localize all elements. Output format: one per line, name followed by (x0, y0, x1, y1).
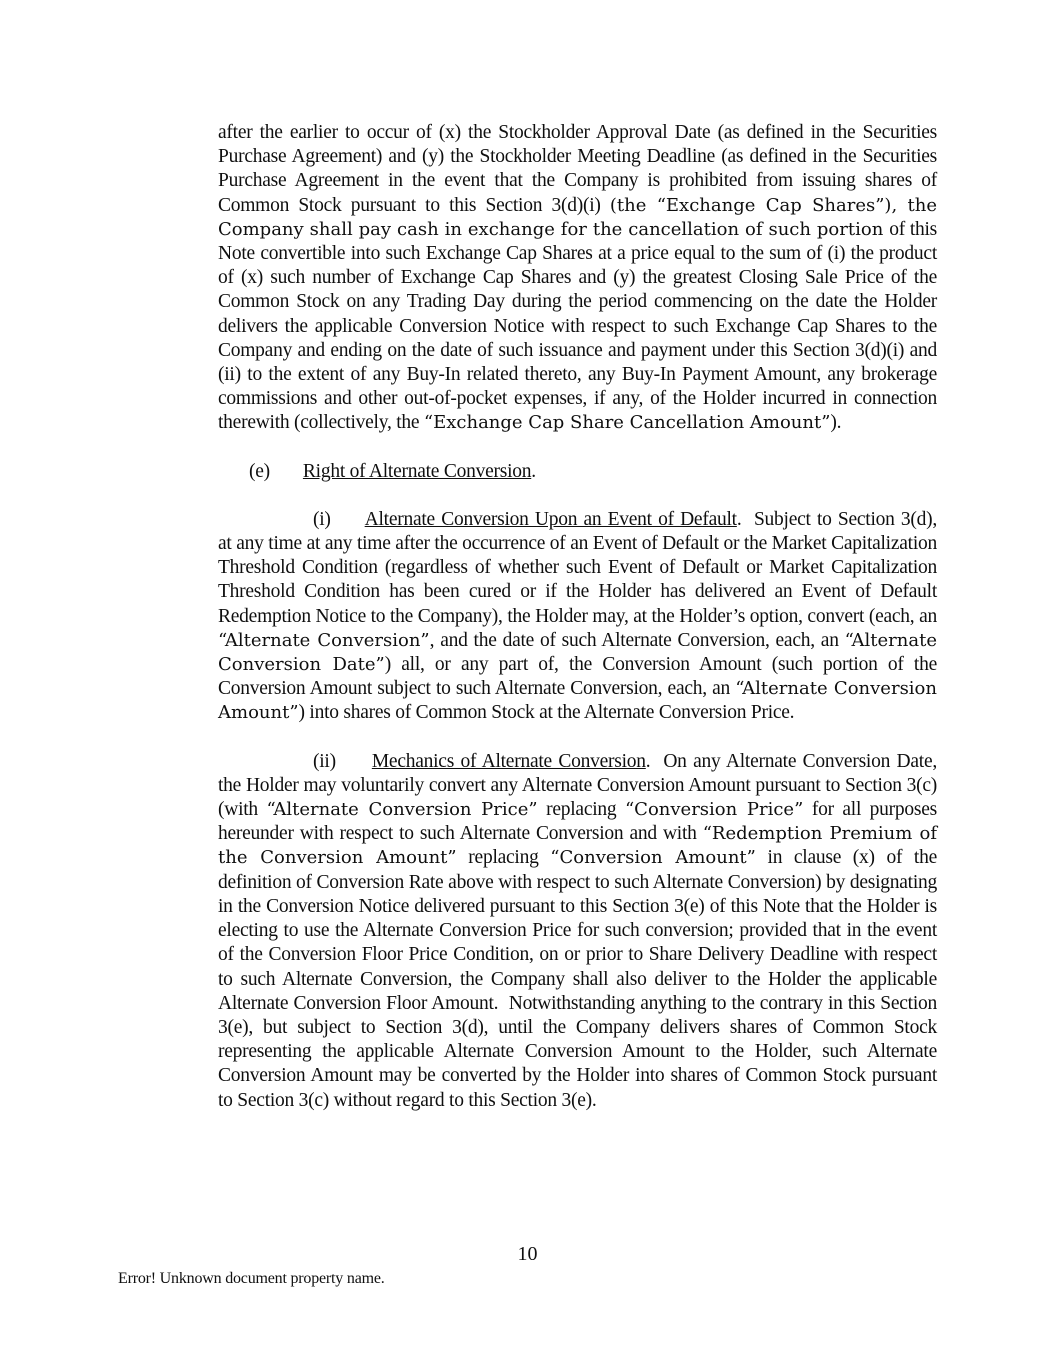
heading-e (218, 460, 937, 484)
text-run: Alternate Conversion Upon an Event of Default (364, 508, 737, 530)
text-run: ) all, or any part of, the Conversion Amount (such portion of the Conversion Amount subject to such Alternate Conversion, each, an (218, 654, 942, 700)
text-run: (ii) (313, 750, 336, 772)
text-run: “Alternate Conversion Amount” (218, 678, 943, 724)
text-run: “Conversion Amount” (550, 847, 756, 869)
text-run: ). (830, 412, 842, 434)
text-run: ) into shares of Common Stock at the Alternate Conversion Price. (298, 702, 795, 724)
text-run: “Alternate Conversion Date” (218, 629, 943, 676)
text-run: (e) (249, 460, 270, 482)
text-run: Mechanics of Alternate Conversion (371, 750, 646, 772)
text-run: in clause (x) of the definition of Conversion Rate above with respect to such Alternate Conversion) by designating in the Conversion Notice delivered pursuant to this Section 3(e) of this Note that the Holder is electing to use the Alternate Conversion Price for such conversion; provided that in the event of the Conversion Floor Price Condition, on or prior to Share Delivery Deadline with respect to such Alternate Conversion, the Company shall also deliver to the Holder the applicable Alternate Conversion Floor Amount. Notwithstanding anything to the contrary in this Section 3(e), but subject to Section 3(d), until the Company delivers shares of Common Stock representing the applicable Alternate Conversion Amount to the Holder, such Alternate Conversion Amount may be converted by the Holder into shares of Common Stock pursuant to Section 3(c) without regard to this Section 3(e). (218, 847, 942, 1111)
text-run: “Exchange Cap Share Cancellation Amount” (423, 412, 831, 434)
paragraph-continuation (218, 121, 943, 436)
paragraph-i (218, 508, 943, 726)
text-run: (i) (313, 508, 331, 530)
text-run: . On any Alternate Conversion Date, the Holder may voluntarily convert any Alternate Conversion Amount pursuant to Section 3(c) (with (218, 750, 942, 821)
text-run: “Conversion Price” (624, 799, 804, 821)
text-run: Right of Alternate Conversion (302, 460, 532, 482)
text-run: “Alternate Conversion Price” (266, 799, 538, 821)
page-number: 10 (517, 1243, 538, 1265)
text-run: replacing (456, 847, 551, 869)
text-run: after the earlier to occur of (x) the Stockholder Approval Date (as defined in the Securities Purchase Agreement) and (y) the Stockholder Meeting Deadline (as defined in the Securities Purchase Agreement in the event that the Company is prohibited from issuing shares of Common Stock pursuant to this Section 3(d)(i) (218, 122, 942, 216)
text-run: of this Note convertible into such Exchange Cap Shares at a price equal to the sum of (i) the product of (x) such number of Exchange Cap Shares and (y) the greatest Closing Sale Price of the Common Stock on any Trading Day during the period commencing on the date the Holder delivers the applicable Conversion Notice with respect to such Exchange Cap Shares to the Company and ending on the date of such issuance and payment under this Section 3(d)(i) and (ii) to the extent of any Buy-In related thereto, any Buy-In Payment Amount, any brokerage commissions and other out-of-pocket expenses, if any, of the Holder incurred in connection therewith (collectively, the (218, 218, 942, 434)
text-run: for all purposes hereunder with respect to such Alternate Conversion and with (218, 799, 942, 845)
text-run: . Subject to Section 3(d), at any time at any time after the occurrence of an Event of Default or the Market Capitalization Threshold Condition (regardless of whether such Event of Default or Market Capitalization Threshold Condition has been cured or if the Holder has delivered an Event of Default Redemption Notice to the Company), the Holder may, at the Holder’s option, convert (each, an (218, 508, 942, 627)
document-body (218, 121, 943, 1137)
text-run: “Alternate Conversion” (218, 629, 430, 651)
footer-error-text: Error! Unknown document property name. (118, 1270, 385, 1287)
paragraph-ii (218, 750, 943, 1113)
text-run: . (531, 460, 536, 482)
text-run: “Redemption Premium of the Conversion Amount” (218, 823, 943, 869)
text-run: replacing (537, 799, 625, 821)
text-run: (the “Exchange Cap Shares”), the Company shall pay cash in exchange for the cancellation of such portion (218, 194, 943, 240)
text-run: , and the date of such Alternate Conversion, each, an (429, 629, 845, 651)
